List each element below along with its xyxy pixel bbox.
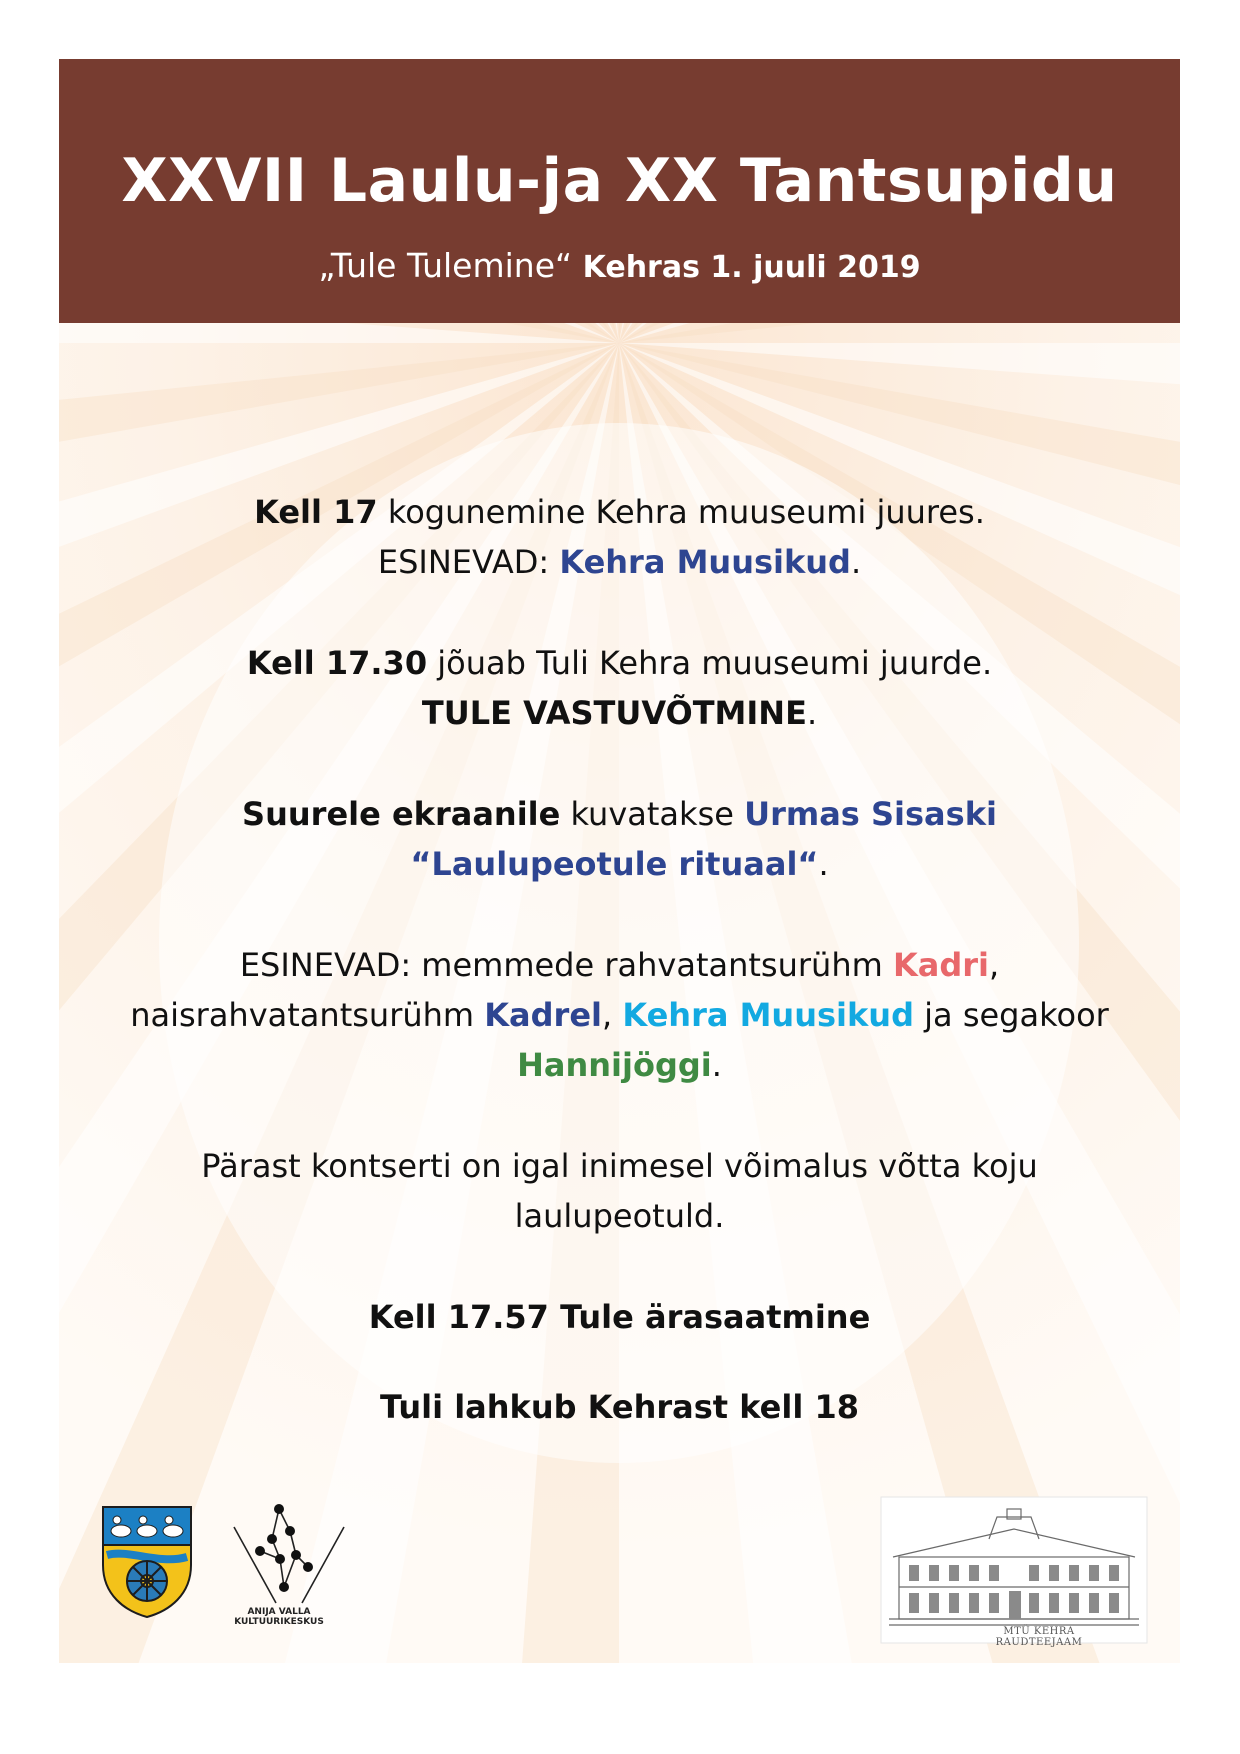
author-name: Urmas Sisaski <box>744 795 997 833</box>
text: . <box>711 1046 722 1084</box>
program-farewell: Kell 17.57 Tule ärasaatmine <box>368 1298 871 1336</box>
event-subtitle <box>59 246 1180 285</box>
performer-name: Kehra Muusikud <box>622 996 914 1034</box>
text: naisrahvatantsurühm <box>130 996 485 1034</box>
time-label: Kell 17.30 <box>246 644 428 682</box>
logo-text-line: ANIJA VALLA <box>247 1607 311 1617</box>
station-logo-caption: MTÜ KEHRA RAUDTEEJAAM <box>995 1626 1083 1648</box>
highlight-text: TULE VASTUVÕTMINE <box>421 694 807 732</box>
event-motto: „Tule Tulemine“ <box>318 246 573 285</box>
header-banner <box>59 59 1180 323</box>
program-departure: Tuli lahkub Kehrast kell 18 <box>380 1388 859 1426</box>
performer-name: Kadri <box>892 946 989 984</box>
program-block-fire-arrival <box>59 638 1180 738</box>
text: kuvatakse <box>560 795 745 833</box>
highlight-text: Suurele ekraanile <box>242 795 561 833</box>
text: kogunemine Kehra muuseumi juures. <box>377 493 985 531</box>
event-date: Kehras 1. juuli 2019 <box>582 250 921 285</box>
railway-station-logo <box>879 1495 1149 1645</box>
text: , <box>988 946 1000 984</box>
program-block-screen <box>59 789 1180 889</box>
program-block-performers <box>59 940 1180 1090</box>
text: , <box>602 996 623 1034</box>
text: Pärast kontserti on igal inimesel võimalus võtta koju <box>201 1147 1038 1185</box>
program-block-gathering <box>59 487 1180 587</box>
performer-name: Kehra Muusikud <box>559 543 851 581</box>
work-title: “Laulupeotule rituaal“ <box>410 845 819 883</box>
text: ESINEVAD: memmede rahvatantsurühm <box>239 946 893 984</box>
text: . <box>818 845 829 883</box>
text: ESINEVAD: <box>377 543 560 581</box>
performer-name: Hannijöggi <box>517 1046 712 1084</box>
program-content <box>59 487 1180 1472</box>
program-block-take-home <box>59 1141 1180 1241</box>
anija-logo-caption <box>209 1607 349 1627</box>
text: laulupeotuld. <box>514 1197 725 1235</box>
text: jõuab Tuli Kehra muuseumi juurde. <box>427 644 993 682</box>
poster <box>59 59 1180 1663</box>
performer-name: Kadrel <box>484 996 602 1034</box>
text: ja segakoor <box>913 996 1109 1034</box>
text: . <box>850 543 862 581</box>
text: . <box>806 694 818 732</box>
time-label: Kell 17 <box>254 493 378 531</box>
event-title: XXVII Laulu-ja XX Tantsupidu <box>121 146 1118 216</box>
logo-text-line: KULTUURIKESKUS <box>234 1617 324 1627</box>
coat-of-arms-logo <box>99 1503 195 1621</box>
